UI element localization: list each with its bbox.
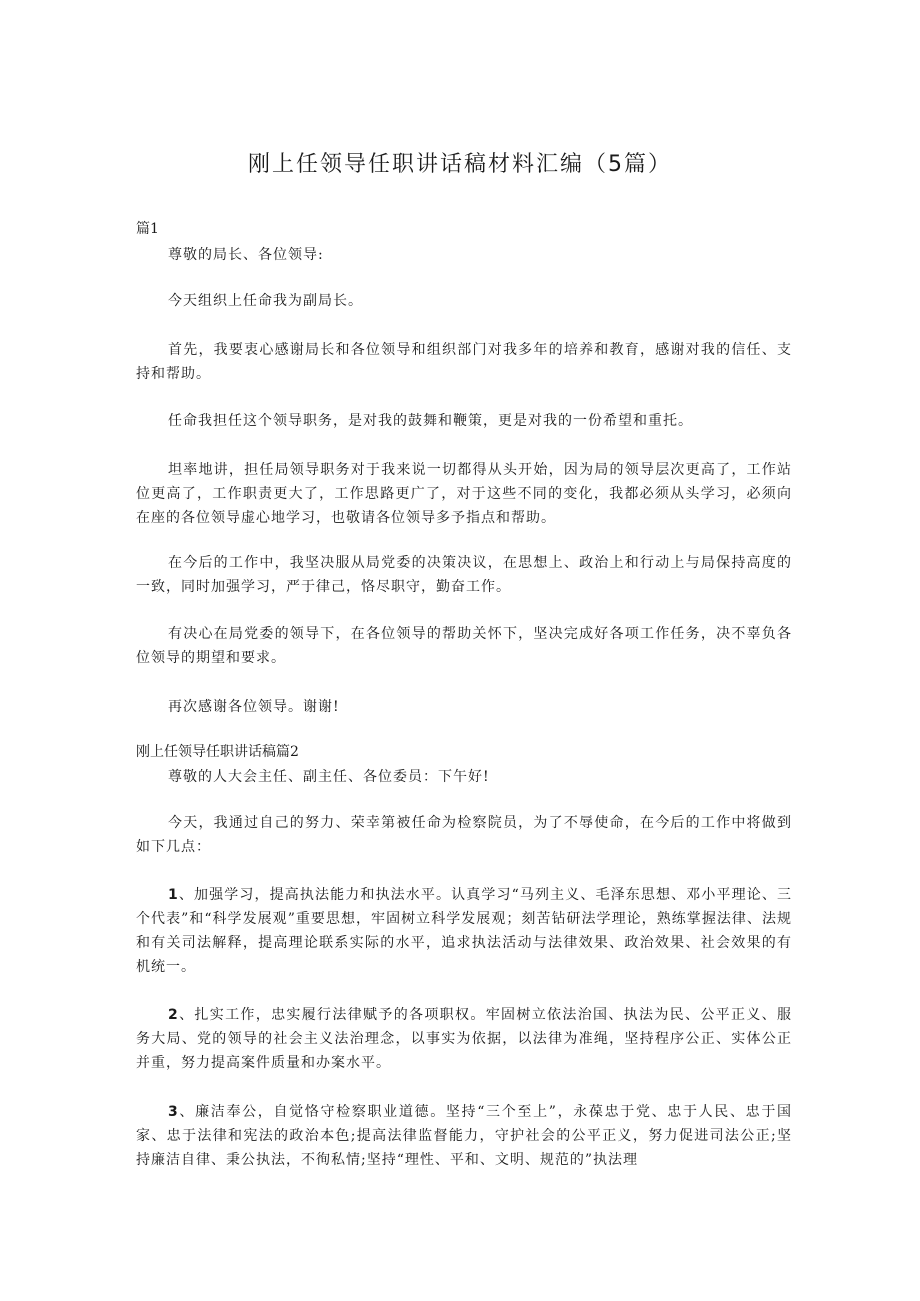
list-item xyxy=(136,1100,792,1172)
paragraph: 有决心在局党委的领导下，在各位领导的帮助关怀下，坚决完成好各项工作任务，决不辜负各位领导的期望和要求。 xyxy=(136,626,792,666)
list-item xyxy=(136,1003,792,1075)
paragraph: 首先，我要衷心感谢局长和各位领导和组织部门对我多年的培养和教育，感谢对我的信任、支持和帮助。 xyxy=(136,342,792,382)
salutation: 尊敬的人大会主任、副主任、各位委员：下午好! xyxy=(168,769,490,785)
paragraph: 再次感谢各位领导。谢谢! xyxy=(168,699,340,715)
document-title: 刚上任领导任职讲话稿材料汇编（5篇） xyxy=(248,152,672,177)
item-number: 1 xyxy=(168,887,179,903)
section-heading: 篇1 xyxy=(136,221,159,237)
item-number: 3 xyxy=(168,1104,179,1120)
salutation: 尊敬的局长、各位领导: xyxy=(168,247,324,263)
paragraph: 任命我担任这个领导职务，是对我的鼓舞和鞭策，更是对我的一份希望和重托。 xyxy=(168,413,693,429)
item-text: 、扎实工作，忠实履行法律赋予的各项职权。牢固树立依法治国、执法为民、公平正义、服务大局、党的领导的社会主义法治理念，以事实为依据，以法律为准绳，坚持程序公正、实体公正并重，努力提高案件质量和办案水平。 xyxy=(136,1007,792,1071)
paragraph: 在今后的工作中，我坚决服从局党委的决策决议，在思想上、政治上和行动上与局保持高度的一致，同时加强学习，严于律己，恪尽职守，勤奋工作。 xyxy=(136,555,792,595)
paragraph: 坦率地讲，担任局领导职务对于我来说一切都得从头开始，因为局的领导层次更高了，工作站位更高了，工作职责更大了，工作思路更广了，对于这些不同的变化，我都必须从头学习，必须向在座的各位领导虚心地学习，也敬请各位领导多予指点和帮助。 xyxy=(136,462,792,526)
item-text: 、加强学习，提高执法能力和执法水平。认真学习“马列主义、毛泽东思想、邓小平理论、三个代表”和“科学发展观”重要思想，牢固树立科学发展观；刻苦钻研法学理论，熟练掌握法律、法规和有关司法解释，提高理论联系实际的水平，追求执法活动与法律效果、政治效果、社会效果的有机统一。 xyxy=(136,887,792,975)
list-item xyxy=(136,883,792,979)
item-number: 2 xyxy=(168,1007,179,1023)
paragraph: 今天，我通过自己的努力、荣幸第被任命为检察院员，为了不辱使命，在今后的工作中将做到如下几点： xyxy=(136,815,792,855)
item-text: 、廉洁奉公，自觉恪守检察职业道德。坚持“三个至上”，永葆忠于党、忠于人民、忠于国家、忠于法律和宪法的政治本色;提高法律监督能力，守护社会的公平正义，努力促进司法公正;坚持廉洁自律、秉公执法，不徇私情;坚持“理性、平和、文明、规范的”执法理 xyxy=(136,1104,792,1168)
section-heading: 刚上任领导任职讲话稿篇2 xyxy=(136,744,299,760)
paragraph: 今天组织上任命我为副局长。 xyxy=(168,293,363,309)
